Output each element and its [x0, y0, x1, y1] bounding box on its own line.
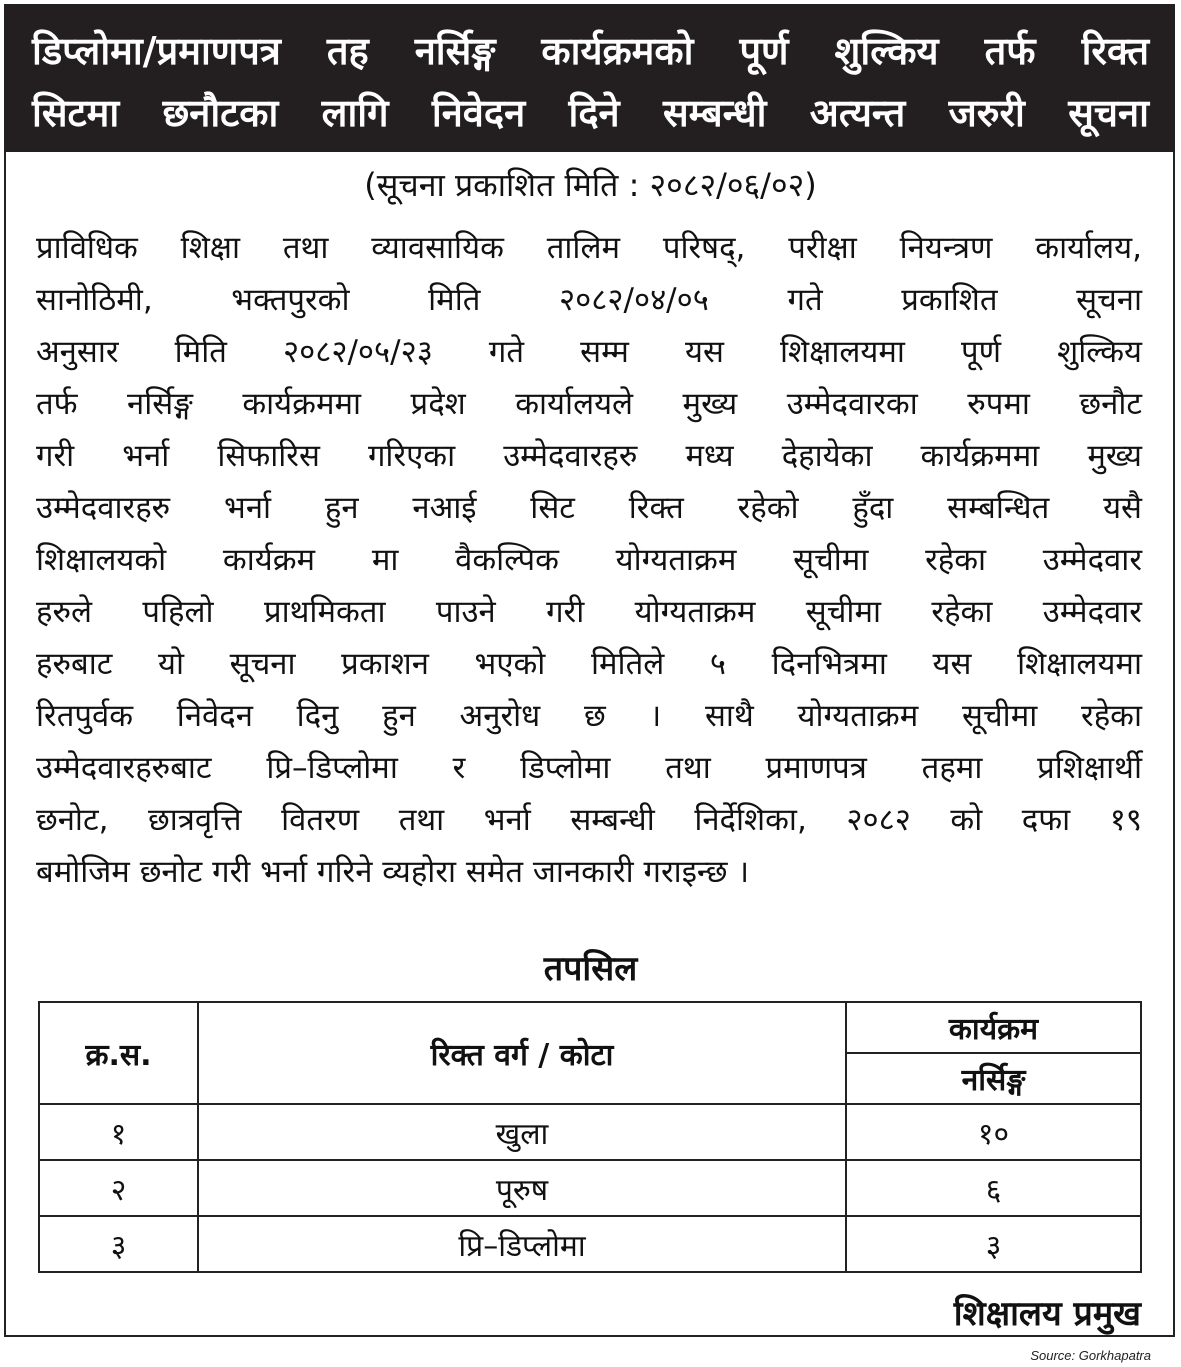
body-line: हरुबाट यो सूचना प्रकाशन भएको मितिले ५ दिनभित्रमा यस शिक्षालयमा: [36, 646, 1142, 682]
body-line: उम्मेदवारहरु भर्ना हुन नआई सिट रिक्त रहेको हुँदा सम्बन्धित यसै: [36, 490, 1142, 526]
source-credit: Source: Gorkhapatra: [1030, 1348, 1151, 1363]
table-row: [39, 1160, 1141, 1216]
cell-category: प्रि–डिप्लोमा: [198, 1216, 846, 1272]
body-line: उम्मेदवारहरुबाट प्रि–डिप्लोमा र डिप्लोमा तथा प्रमाणपत्र तहमा प्रशिक्षार्थी: [36, 750, 1142, 786]
cell-category: खुला: [198, 1104, 846, 1160]
header-program: कार्यक्रम: [846, 1002, 1141, 1053]
publish-date: (सूचना प्रकाशित मिति : २०८२/०६/०२): [364, 166, 817, 204]
header-category: रिक्त वर्ग / कोटा: [198, 1002, 846, 1104]
body-line: हरुले पहिलो प्राथमिकता पाउने गरी योग्यताक्रम सूचीमा रहेका उम्मेदवार: [36, 594, 1142, 630]
body-line: सानोठिमी, भक्तपुरको मिति २०८२/०४/०५ गते प्रकाशित सूचना: [36, 282, 1142, 318]
cell-sn: १: [39, 1104, 198, 1160]
notice-header: [4, 4, 1175, 152]
header-program-nursing: नर्सिङ्ग: [846, 1053, 1141, 1104]
body-line: अनुसार मिति २०८२/०५/२३ गते सम्म यस शिक्षालयमा पूर्ण शुल्किय: [36, 334, 1142, 370]
cell-count: १०: [846, 1104, 1141, 1160]
title-line-1: डिप्लोमा/प्रमाणपत्र तह नर्सिङ्ग कार्यक्रमको पूर्ण शुल्किय तर्फ रिक्त: [32, 29, 1149, 73]
signature: शिक्षालय प्रमुख: [953, 1294, 1141, 1334]
vacancy-table: [38, 1001, 1142, 1273]
header-sn: क्र.स.: [39, 1002, 198, 1104]
cell-count: ३: [846, 1216, 1141, 1272]
cell-sn: २: [39, 1160, 198, 1216]
body-line: छनोट, छात्रवृत्ति वितरण तथा भर्ना सम्बन्धी निर्देशिका, २०८२ को दफा १९: [36, 802, 1142, 838]
body-line: शिक्षालयको कार्यक्रम मा वैकल्पिक योग्यताक्रम सूचीमा रहेका उम्मेदवार: [36, 542, 1142, 578]
body-line: प्राविधिक शिक्षा तथा व्यावसायिक तालिम परिषद्, परीक्षा नियन्त्रण कार्यालय,: [36, 230, 1142, 266]
body-line: गरी भर्ना सिफारिस गरिएका उम्मेदवारहरु मध्य देहायेका कार्यक्रममा मुख्य: [36, 438, 1142, 474]
table-row: [39, 1216, 1141, 1272]
title-line-2: सिटमा छनौटका लागि निवेदन दिने सम्बन्धी अत्यन्त जरुरी सूचना: [32, 91, 1149, 135]
body-line: बमोजिम छनोट गरी भर्ना गरिने व्यहोरा समेत जानकारी गराइन्छ ।: [36, 854, 750, 890]
cell-sn: ३: [39, 1216, 198, 1272]
cell-category: पूरुष: [198, 1160, 846, 1216]
body-line: तर्फ नर्सिङ्ग कार्यक्रममा प्रदेश कार्यालयले मुख्य उम्मेदवारका रुपमा छनौट: [36, 386, 1142, 422]
notice-body: [36, 222, 1142, 898]
tapsil-heading: तपसिल: [543, 949, 638, 989]
body-line: रितपुर्वक निवेदन दिनु हुन अनुरोध छ । साथै योग्यताक्रम सूचीमा रहेका: [36, 698, 1142, 734]
table-row: [39, 1104, 1141, 1160]
cell-count: ६: [846, 1160, 1141, 1216]
